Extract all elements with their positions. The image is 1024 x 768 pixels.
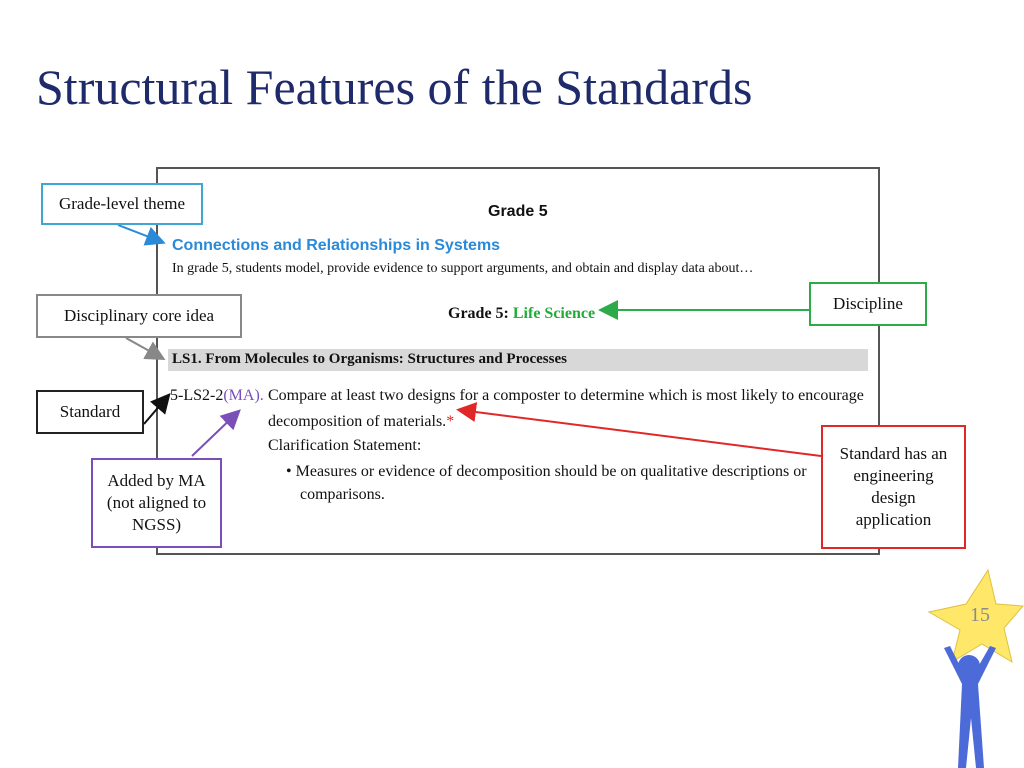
page-number: 15 — [970, 604, 990, 626]
clarification-label: Clarification Statement: — [268, 437, 422, 454]
callout-added-by-ma — [91, 458, 222, 548]
discipline-name: Life Science — [512, 305, 596, 322]
callout-discipline: Discipline — [809, 282, 927, 326]
callout-engineering-line-4: application — [855, 510, 932, 530]
standard-text-line-2-text: decomposition of materials. — [268, 413, 447, 430]
discipline-prefix: Grade 5: — [448, 305, 509, 322]
callout-added-by-ma-line-1: Added by MA — [107, 470, 206, 490]
person-figure-icon — [944, 646, 996, 768]
theme-arrow — [118, 225, 162, 242]
callout-grade-level-theme: Grade-level theme — [41, 183, 203, 225]
clarification-bullet-line-1: • Measures or evidence of decomposition should be on qualitative descriptions or — [286, 463, 807, 480]
slide-title: Structural Features of the Standards — [36, 59, 753, 115]
grade-theme: Connections and Relationships in Systems — [172, 237, 501, 254]
engineering-marker: * — [446, 413, 455, 430]
callout-engineering-line-1: Standard has an — [839, 443, 948, 463]
dci-arrow — [126, 338, 162, 358]
standard-text-line-1: Compare at least two designs for a composter to determine which is most likely to encourage — [268, 387, 864, 404]
clarification-bullet-text-1: Measures or evidence of decomposition should be on qualitative descriptions or — [295, 463, 807, 480]
standard-arrow — [144, 396, 168, 424]
grade-heading: Grade 5 — [488, 203, 548, 220]
clarification-bullet-line-2: comparisons. — [300, 486, 385, 503]
callout-standard: Standard — [36, 390, 144, 434]
ma-arrow — [192, 412, 238, 456]
standard-code: 5-LS2-2 — [170, 387, 224, 404]
star-icon — [926, 568, 1024, 768]
callout-added-by-ma-line-2: (not aligned to — [106, 492, 207, 512]
callout-engineering-line-3: design — [871, 488, 916, 507]
grade-summary: In grade 5, students model, provide evidence to support arguments, and obtain and display data about… — [172, 261, 754, 276]
engineering-arrow — [460, 410, 821, 456]
callout-engineering-line-2: engineering — [853, 465, 934, 485]
callout-engineering — [821, 425, 966, 549]
dci-title: LS1. From Molecules to Organisms: Structures and Processes — [172, 351, 567, 367]
callout-disciplinary-core-idea: Disciplinary core idea — [36, 294, 242, 338]
callout-added-by-ma-line-3: NGSS) — [131, 515, 182, 535]
standard-ma-tag: (MA). — [223, 387, 264, 404]
